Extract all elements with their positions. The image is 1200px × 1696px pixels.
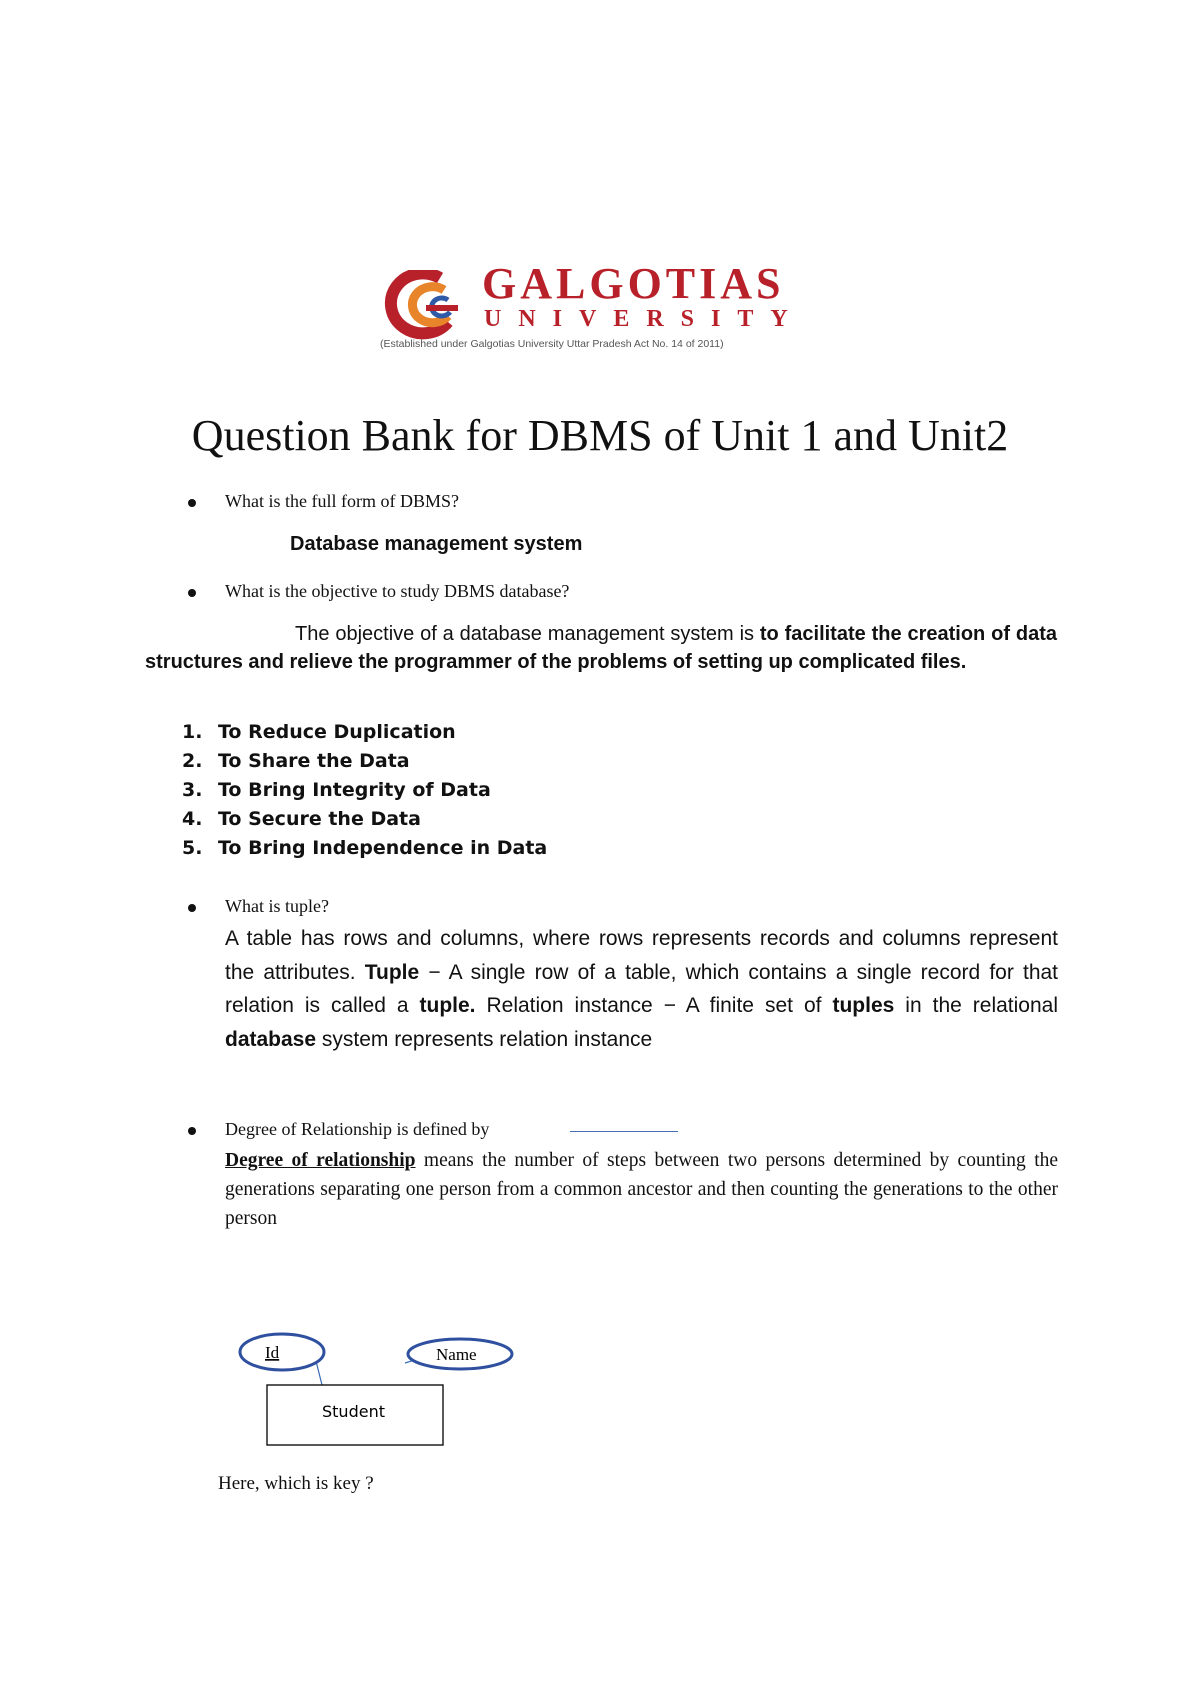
bullet-dot	[188, 1127, 196, 1135]
attribute-name-label: Name	[436, 1345, 477, 1364]
logo-name-line1: GALGOTIAS	[482, 259, 785, 308]
page-title: Question Bank for DBMS of Unit 1 and Unit2	[191, 411, 1009, 460]
attribute-id-ellipse	[240, 1334, 324, 1370]
bullet-dot	[188, 904, 196, 912]
question-tuple: What is tuple?	[225, 896, 329, 916]
logo-name-line2: UNIVERSITY	[484, 306, 805, 332]
question-full-form: What is the full form of DBMS?	[225, 491, 459, 511]
question-objective: What is the objective to study DBMS database?	[225, 581, 570, 601]
bullet-dot	[188, 499, 196, 507]
answer-tuple: A table has rows and columns, where rows represents records and columns represent the attributes. Tuple − A single row of a table, which contains a single record for that relation is called a tuple. Relation instance − A finite set of tuples in the relational database system represents relation instance	[225, 927, 1059, 1051]
list-item: 3. To Bring Integrity of Data	[182, 779, 491, 801]
entity-student-label: Student	[322, 1402, 385, 1421]
attribute-id-label: Id	[265, 1343, 280, 1362]
question-degree: Degree of Relationship is defined by	[225, 1119, 490, 1139]
answer-objective: The objective of a database management system is to facilitate the creation of data structures and relieve the programmer of the problems of setting up complicated files.	[145, 623, 1057, 673]
answer-full-form: Database management system	[290, 533, 583, 555]
bullet-dot	[188, 589, 196, 597]
list-item: 4. To Secure the Data	[182, 808, 421, 830]
list-item: 1. To Reduce Duplication	[182, 721, 456, 743]
fill-in-blank-line	[570, 1131, 678, 1132]
university-logo	[378, 259, 828, 352]
logo-tagline: (Established under Galgotias University Uttar Pradesh Act No. 14 of 2011)	[380, 338, 724, 350]
list-item: 5. To Bring Independence in Data	[182, 837, 548, 859]
list-item: 2. To Share the Data	[182, 750, 410, 772]
objective-list	[182, 718, 547, 863]
key-question: Here, which is key ?	[218, 1473, 374, 1494]
galgotias-emblem-icon	[378, 270, 478, 340]
answer-degree: Degree of relationship means the number of steps between two persons determined by counting the generations separating one person from a common ancestor and then counting the generations to the other person	[225, 1150, 1059, 1229]
er-diagram	[230, 1325, 530, 1465]
